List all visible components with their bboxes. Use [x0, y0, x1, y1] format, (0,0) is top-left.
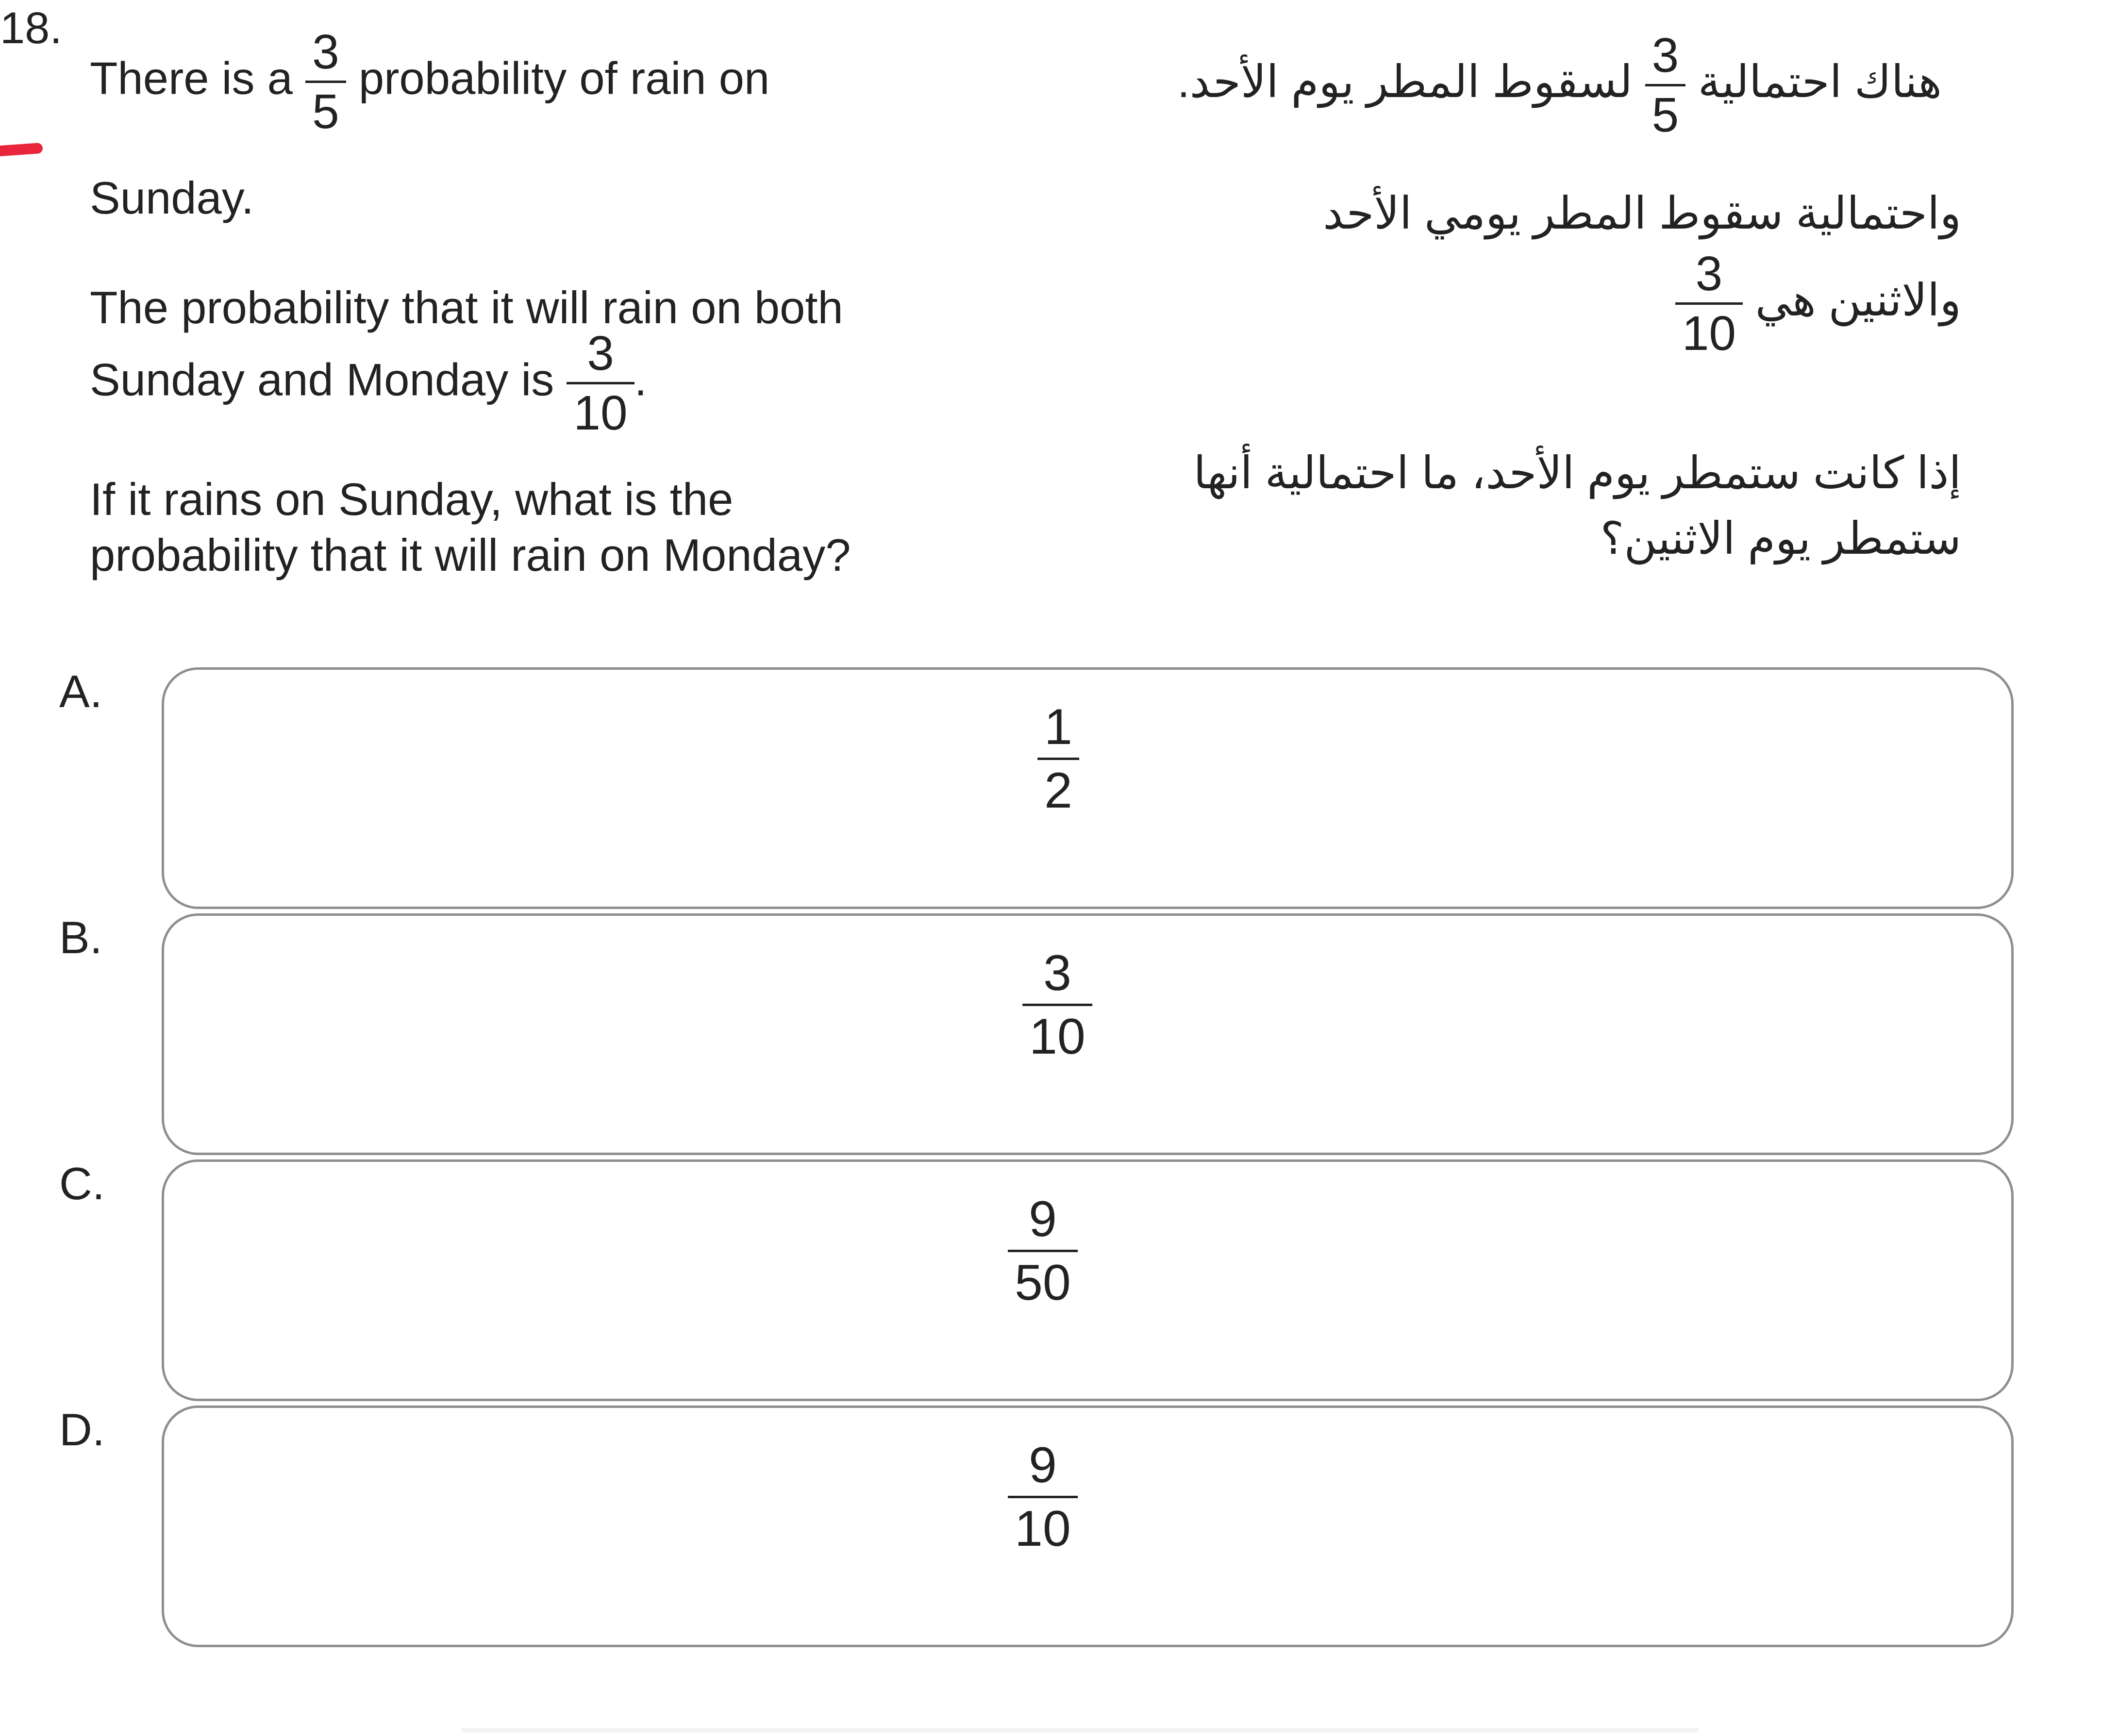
- fraction-numerator: 3: [587, 326, 614, 380]
- arabic-text: لسقوط المطر يوم الأحد.: [1177, 57, 1633, 107]
- question-line-6: probability that it will rain on Monday?: [90, 529, 851, 580]
- fraction-denominator: 10: [1029, 1009, 1085, 1065]
- option-b-label: B.: [59, 912, 102, 963]
- option-c-button[interactable]: [162, 1159, 2014, 1401]
- option-d-button[interactable]: [162, 1405, 2014, 1647]
- question-text: probability of rain on: [358, 52, 770, 104]
- fraction-denominator: 2: [1044, 762, 1072, 819]
- fraction-denominator: 10: [1015, 1501, 1071, 1557]
- fraction-numerator: 3: [1652, 28, 1679, 83]
- option-a-button[interactable]: [162, 667, 2014, 909]
- question-text: .: [634, 354, 647, 405]
- question-number: 18.: [0, 3, 62, 53]
- arabic-line-5: ستمطر يوم الاثنين؟: [1600, 514, 1961, 563]
- option-b-fraction: [1022, 942, 1092, 1067]
- fraction-three-tenths: [567, 325, 634, 442]
- fraction-numerator: 3: [312, 25, 339, 79]
- arabic-line-1: [1177, 27, 1942, 144]
- option-d-fraction: [1008, 1435, 1078, 1559]
- arabic-line-4: إذا كانت ستمطر يوم الأحد، ما احتمالية أنها: [1193, 448, 1961, 498]
- fraction-numerator: 3: [1695, 247, 1723, 301]
- fraction-denominator: 10: [573, 386, 628, 440]
- question-line-1: [90, 23, 769, 140]
- arabic-line-3: [1675, 245, 1961, 362]
- fraction-denominator: 5: [1652, 88, 1679, 142]
- arabic-fraction-three-fifths: [1645, 27, 1686, 144]
- question-line-3: The probability that it will rain on both: [90, 282, 843, 333]
- arabic-text: هناك احتمالية: [1698, 57, 1942, 107]
- option-b-button[interactable]: [162, 913, 2014, 1155]
- fraction-three-fifths: [305, 23, 346, 140]
- option-c-label: C.: [59, 1158, 105, 1209]
- option-a-fraction: [1037, 696, 1079, 821]
- fraction-numerator: 9: [1029, 1191, 1057, 1247]
- fraction-denominator: 5: [312, 84, 339, 139]
- fraction-denominator: 10: [1682, 306, 1736, 361]
- question-text: There is a: [90, 52, 293, 104]
- question-line-5: If it rains on Sunday, what is the: [90, 474, 734, 525]
- arabic-text: والاثنين هي: [1755, 275, 1961, 325]
- fraction-denominator: 50: [1015, 1255, 1071, 1311]
- option-c-fraction: [1008, 1189, 1078, 1313]
- question-line-4: [90, 325, 647, 442]
- fraction-numerator: 9: [1029, 1437, 1057, 1493]
- fraction-numerator: 1: [1044, 699, 1072, 755]
- option-d-label: D.: [59, 1404, 105, 1455]
- arabic-fraction-three-tenths: [1675, 245, 1743, 362]
- bottom-divider: [461, 1728, 1699, 1733]
- question-line-2: Sunday.: [90, 172, 254, 223]
- question-text: Sunday and Monday is: [90, 354, 554, 405]
- option-a-label: A.: [59, 666, 102, 717]
- red-pen-mark: [0, 143, 43, 157]
- arabic-line-2: واحتمالية سقوط المطر يومي الأحد: [1323, 189, 1961, 238]
- fraction-numerator: 3: [1043, 945, 1071, 1001]
